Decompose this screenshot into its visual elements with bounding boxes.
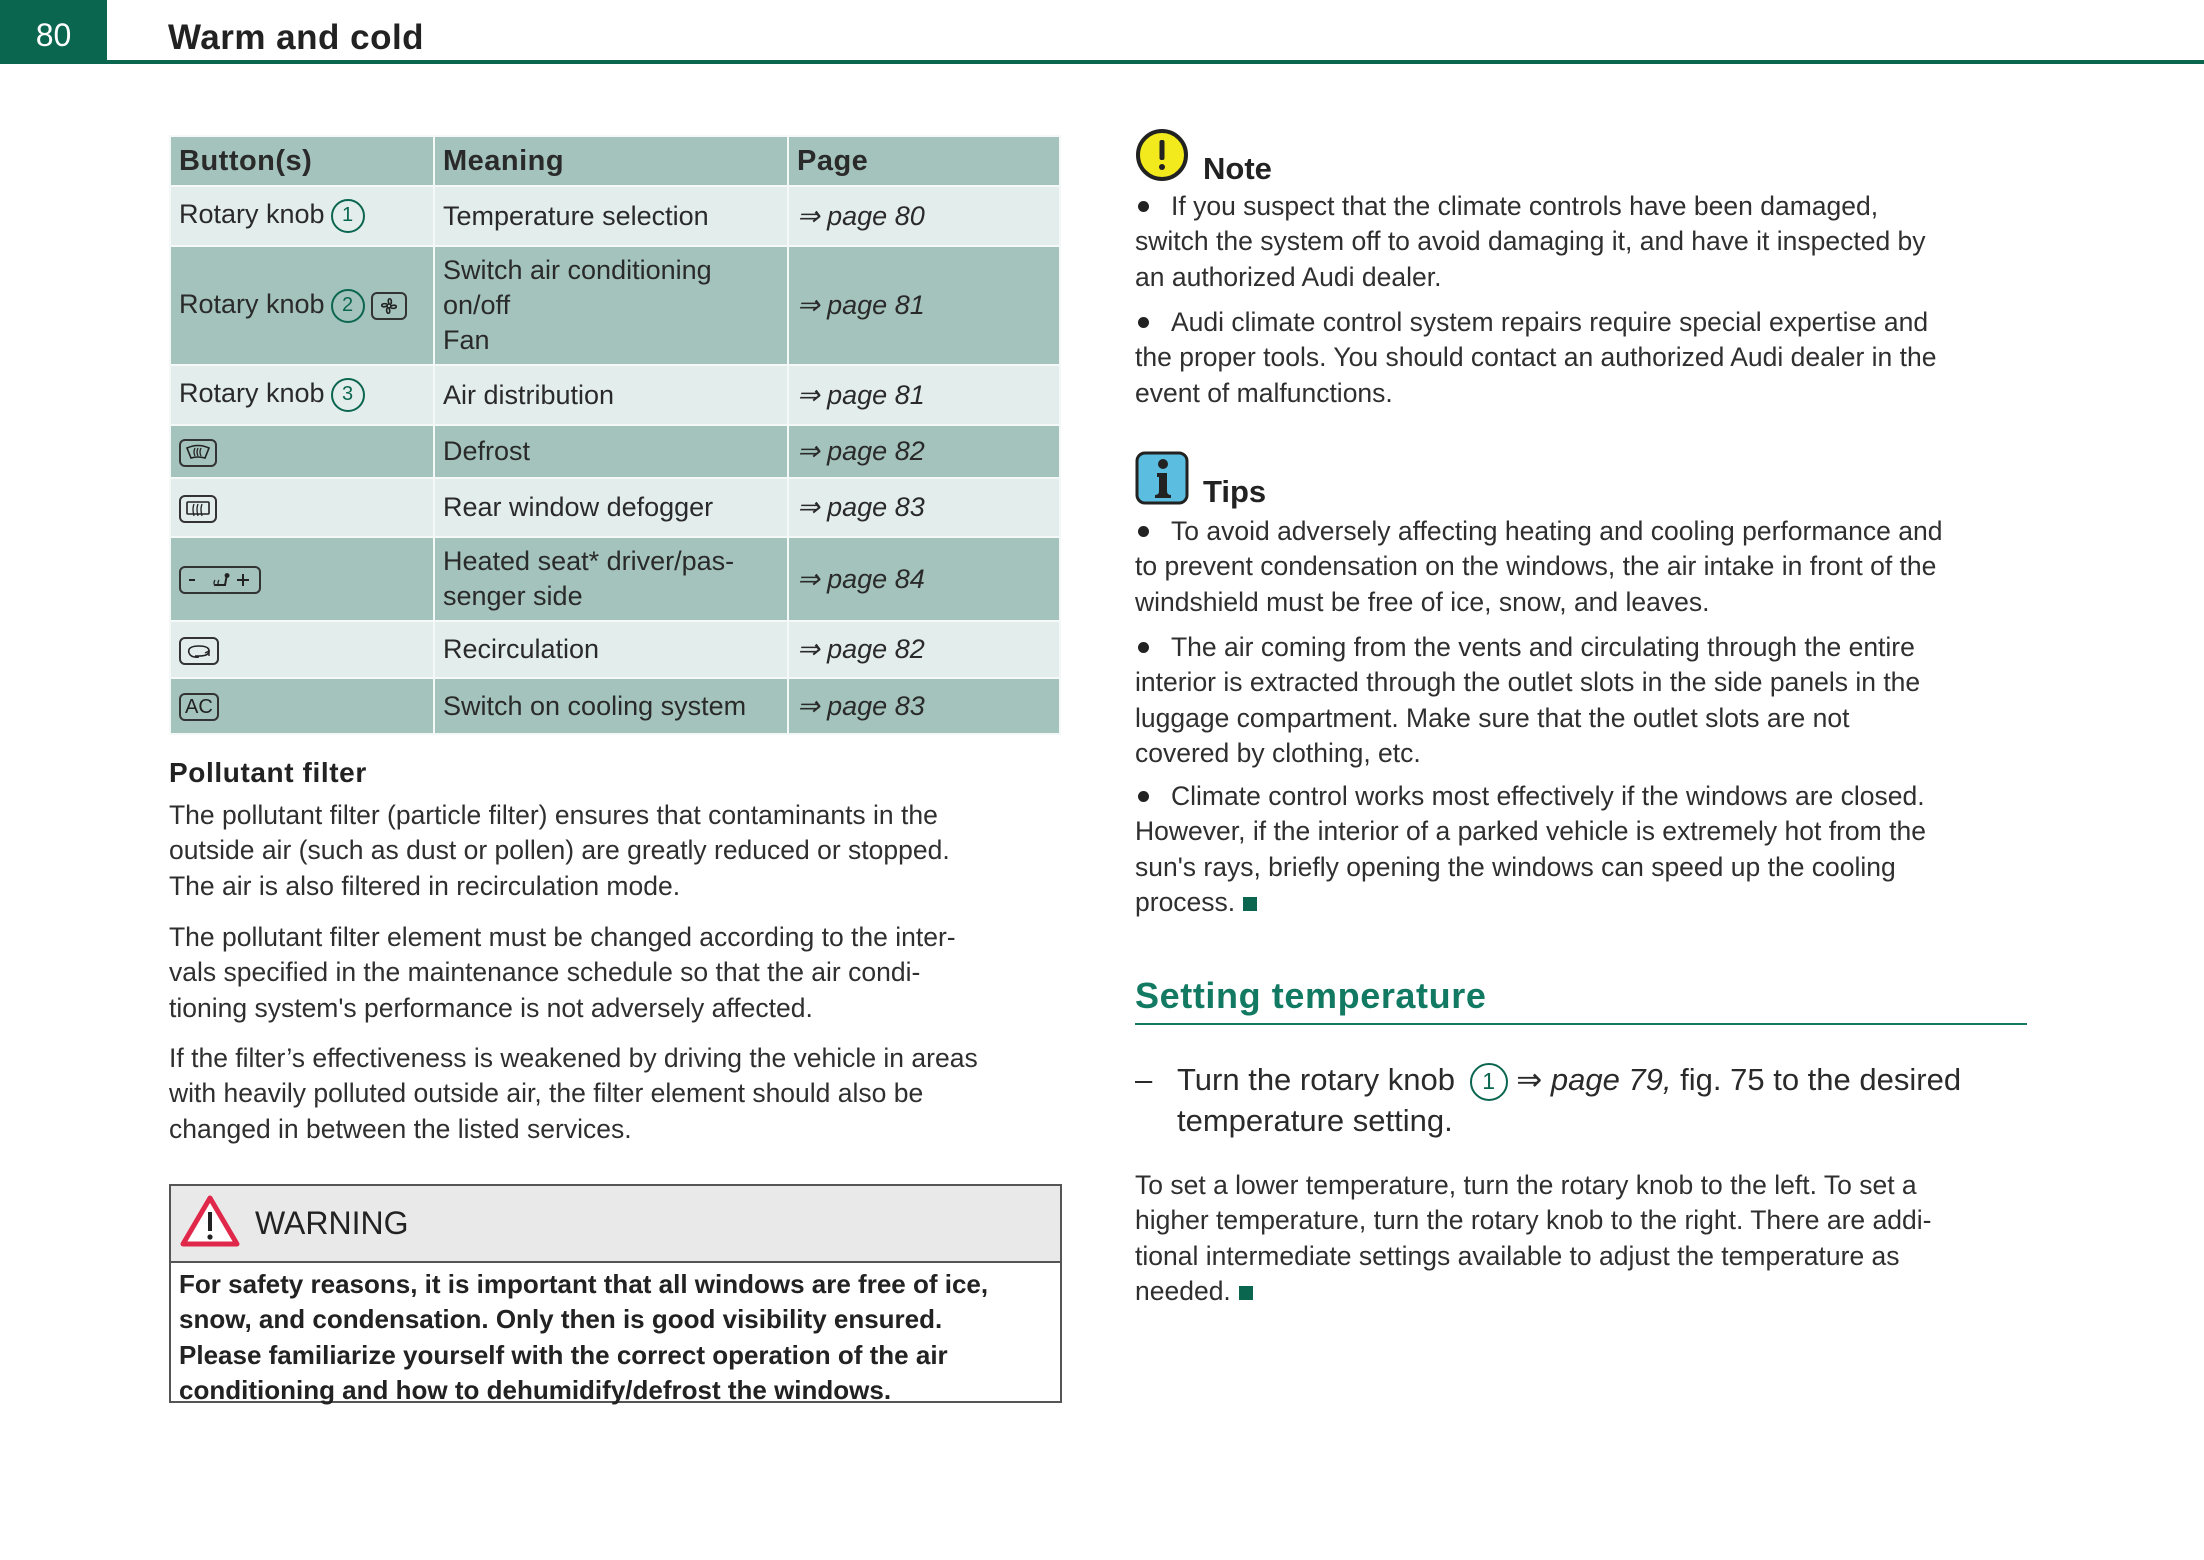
setting-step [1135, 1060, 1961, 1140]
text-line [179, 1302, 1052, 1337]
meaning-cell [434, 678, 788, 734]
line-text: windshield must be free of ice, snow, and leaves. [1135, 586, 1710, 617]
line-text: Please familiarize yourself with the correct operation of the air [179, 1339, 948, 1370]
step-text: temperature setting. [1177, 1102, 1453, 1138]
page-reference[interactable]: ⇒ page 82 [788, 425, 1060, 478]
button-label: Rotary knob [179, 288, 325, 319]
tips-bullet [1135, 779, 1926, 920]
line-text: luggage compartment. Make sure that the outlet slots are not [1135, 702, 1850, 733]
meaning-cell [434, 478, 788, 537]
line-text: The pollutant filter element must be changed according to the inter- [169, 922, 956, 952]
text-line [169, 869, 950, 904]
warning-title: WARNING [255, 1205, 409, 1241]
section-end-icon [1243, 897, 1257, 911]
line-text: higher temperature, turn the rotary knob to the right. There are addi- [1135, 1205, 1932, 1236]
arrow: ⇒ [1516, 1062, 1543, 1097]
meaning-text: on/off [443, 290, 511, 320]
tips-bullet [1135, 514, 1942, 620]
button-cell [170, 186, 434, 246]
setting-temperature-heading: Setting temperature [1135, 975, 2027, 1025]
line-text: Audi climate control system repairs require special expertise and [1171, 307, 1929, 337]
text-line [169, 798, 950, 833]
meaning-cell [434, 365, 788, 425]
rotary-knob-2-icon: 2 [331, 289, 365, 323]
line-text: To set a lower temperature, turn the rotary knob to the left. To set a [1135, 1170, 1917, 1200]
table-row [170, 478, 1060, 537]
line-text: conditioning and how to dehumidify/defrost the windows. [179, 1374, 892, 1405]
meaning-text: Heated seat* driver/pas- [443, 546, 735, 576]
line-text: sun's rays, briefly opening the windows can speed up the cooling [1135, 851, 1896, 882]
tips-header [1135, 451, 1266, 510]
table-row [170, 425, 1060, 478]
line-text: tional intermediate settings available to adjust the temperature as [1135, 1240, 1900, 1271]
ac-icon: AC [179, 693, 219, 721]
meaning-text: Switch air conditioning [443, 255, 712, 285]
text-line [169, 920, 956, 955]
line-text: The air is also filtered in recirculation mode. [169, 870, 681, 901]
setting-paragraph [1135, 1168, 1931, 1309]
tips-bullet [1135, 630, 1920, 771]
text-line [1135, 340, 1936, 375]
text-line [1135, 850, 1926, 885]
rotary-knob-1-icon: 1 [1470, 1063, 1508, 1101]
meaning-cell [434, 621, 788, 678]
bullet-icon [1138, 201, 1149, 212]
meaning-cell [434, 537, 788, 621]
button-label: Rotary knob [179, 199, 325, 230]
text-line [1135, 630, 1920, 665]
note-header [1135, 128, 1272, 187]
table-row [170, 365, 1060, 425]
line-text: with heavily polluted outside air, the filter element should also be [169, 1078, 924, 1109]
button-cell [170, 537, 434, 621]
text-line [1135, 1274, 1931, 1309]
note-exclamation-icon [1135, 128, 1189, 187]
note-bullet [1135, 305, 1936, 411]
line-text: covered by clothing, etc. [1135, 737, 1421, 768]
page-reference[interactable]: ⇒ page 80 [788, 186, 1060, 246]
button-cell [170, 365, 434, 425]
text-line [169, 1041, 978, 1076]
warning-triangle-icon [179, 1194, 241, 1253]
line-text: an authorized Audi dealer. [1135, 261, 1442, 292]
line-text: However, if the interior of a parked vehicle is extremely hot from the [1135, 816, 1926, 847]
text-line [1135, 665, 1920, 700]
line-text: If you suspect that the climate controls have been damaged, [1171, 191, 1879, 221]
pollutant-paragraph [169, 920, 956, 1026]
warning-box [169, 1184, 1062, 1403]
meaning-cell [434, 246, 788, 365]
page-reference[interactable]: ⇒ page 84 [788, 537, 1060, 621]
defrost-icon [179, 439, 217, 467]
meaning-text: Fan [443, 325, 490, 355]
text-line [1135, 1239, 1931, 1274]
text-line [1135, 514, 1942, 549]
text-line [169, 833, 950, 868]
text-line [1135, 701, 1920, 736]
line-text: event of malfunctions. [1135, 377, 1393, 408]
line-text: snow, and condensation. Only then is good visibility ensured. [179, 1304, 943, 1335]
text-line [1135, 376, 1936, 411]
button-label: Rotary knob [179, 378, 325, 409]
line-text: The air coming from the vents and circulating through the entire [1171, 632, 1915, 662]
line-text: vals specified in the maintenance schedule so that the air condi- [169, 957, 921, 988]
text-line [1135, 885, 1926, 920]
text-line [1135, 1203, 1931, 1238]
button-cell [170, 478, 434, 537]
line-text: needed. [1135, 1275, 1231, 1306]
meaning-text: Temperature selection [443, 200, 709, 231]
text-line [1135, 224, 1926, 259]
line-text: the proper tools. You should contact an authorized Audi dealer in the [1135, 342, 1937, 373]
text-line [1135, 305, 1936, 340]
step-text: fig. 75 to the desired [1680, 1062, 1962, 1097]
line-text: to prevent condensation on the windows, the air intake in front of the [1135, 551, 1937, 582]
table-row [170, 246, 1060, 365]
note-bullet [1135, 189, 1926, 295]
text-line [169, 1112, 978, 1147]
note-title: Note [1203, 151, 1272, 186]
button-cell [170, 678, 434, 734]
text-line [1135, 736, 1920, 771]
meaning-text: Switch on cooling system [443, 690, 747, 721]
bullet-icon [1138, 317, 1149, 328]
text-line [179, 1267, 1052, 1302]
meaning-text: senger side [443, 581, 583, 611]
column-header: Meaning [434, 136, 788, 186]
heated-seat-icon [179, 566, 261, 594]
button-cell [170, 246, 434, 365]
text-line [1135, 585, 1942, 620]
line-text: For safety reasons, it is important that all windows are free of ice, [179, 1269, 989, 1299]
meaning-text: Defrost [443, 436, 531, 466]
bullet-icon [1138, 791, 1149, 802]
button-cell [170, 425, 434, 478]
text-line [1135, 189, 1926, 224]
warning-header [171, 1186, 1060, 1263]
fan-icon [371, 292, 407, 320]
page-link[interactable]: page 79, [1550, 1062, 1672, 1097]
line-text: The pollutant filter (particle filter) ensures that contaminants in the [169, 800, 938, 830]
climate-buttons-table [169, 135, 1061, 735]
text-line [169, 991, 956, 1026]
line-text: interior is extracted through the outlet slots in the side panels in the [1135, 667, 1921, 698]
page-number: 80 [0, 0, 107, 64]
bullet-icon [1138, 526, 1149, 537]
button-cell [170, 621, 434, 678]
table-row [170, 537, 1060, 621]
page-reference[interactable]: ⇒ page 82 [788, 621, 1060, 678]
text-line [169, 955, 956, 990]
recirculation-icon [179, 637, 219, 665]
line-text: switch the system off to avoid damaging it, and have it inspected by [1135, 226, 1926, 257]
table-row [170, 678, 1060, 734]
meaning-text: Rear window defogger [443, 492, 714, 522]
column-header: Page [788, 136, 1060, 186]
section-end-icon [1239, 1286, 1253, 1300]
line-text: Climate control works most effectively if the windows are closed. [1171, 781, 1925, 811]
pollutant-filter-heading: Pollutant filter [169, 757, 367, 788]
line-text: tioning system's performance is not adversely affected. [169, 992, 813, 1023]
pollutant-paragraph [169, 798, 950, 904]
table-header-row [170, 136, 1060, 186]
table-row [170, 621, 1060, 678]
line-text: process. [1135, 886, 1236, 917]
meaning-text: Recirculation [443, 634, 600, 664]
page-reference[interactable]: ⇒ page 83 [788, 678, 1060, 734]
bullet-icon [1138, 642, 1149, 653]
line-text: If the filter’s effectiveness is weakened by driving the vehicle in areas [169, 1043, 978, 1073]
text-line [1135, 1168, 1931, 1203]
line-text: outside air (such as dust or pollen) are greatly reduced or stopped. [169, 835, 950, 866]
text-line [1135, 814, 1926, 849]
table-row [170, 186, 1060, 246]
text-line [179, 1338, 1052, 1373]
step-dash: – [1135, 1062, 1153, 1097]
step-text: Turn the rotary knob [1177, 1062, 1455, 1097]
page-reference[interactable]: ⇒ page 83 [788, 478, 1060, 537]
header-divider [107, 60, 2204, 64]
text-line [179, 1373, 1052, 1408]
text-line [1135, 779, 1926, 814]
warning-text [171, 1263, 1060, 1412]
text-line [169, 1076, 978, 1111]
page-title: Warm and cold [168, 18, 425, 57]
rear-window-defogger-icon [179, 495, 217, 523]
pollutant-paragraph [169, 1041, 978, 1147]
line-text: changed in between the listed services. [169, 1113, 632, 1144]
text-line [1135, 549, 1942, 584]
column-header: Button(s) [170, 136, 434, 186]
rotary-knob-3-icon: 3 [331, 378, 365, 412]
text-line [1135, 260, 1926, 295]
meaning-cell [434, 425, 788, 478]
info-icon [1135, 451, 1189, 510]
tips-title: Tips [1203, 474, 1267, 509]
meaning-cell [434, 186, 788, 246]
rotary-knob-1-icon: 1 [331, 199, 365, 233]
line-text: To avoid adversely affecting heating and cooling performance and [1171, 516, 1943, 546]
meaning-text: Air distribution [443, 379, 615, 410]
page-reference[interactable]: ⇒ page 81 [788, 365, 1060, 425]
page-reference[interactable]: ⇒ page 81 [788, 246, 1060, 365]
